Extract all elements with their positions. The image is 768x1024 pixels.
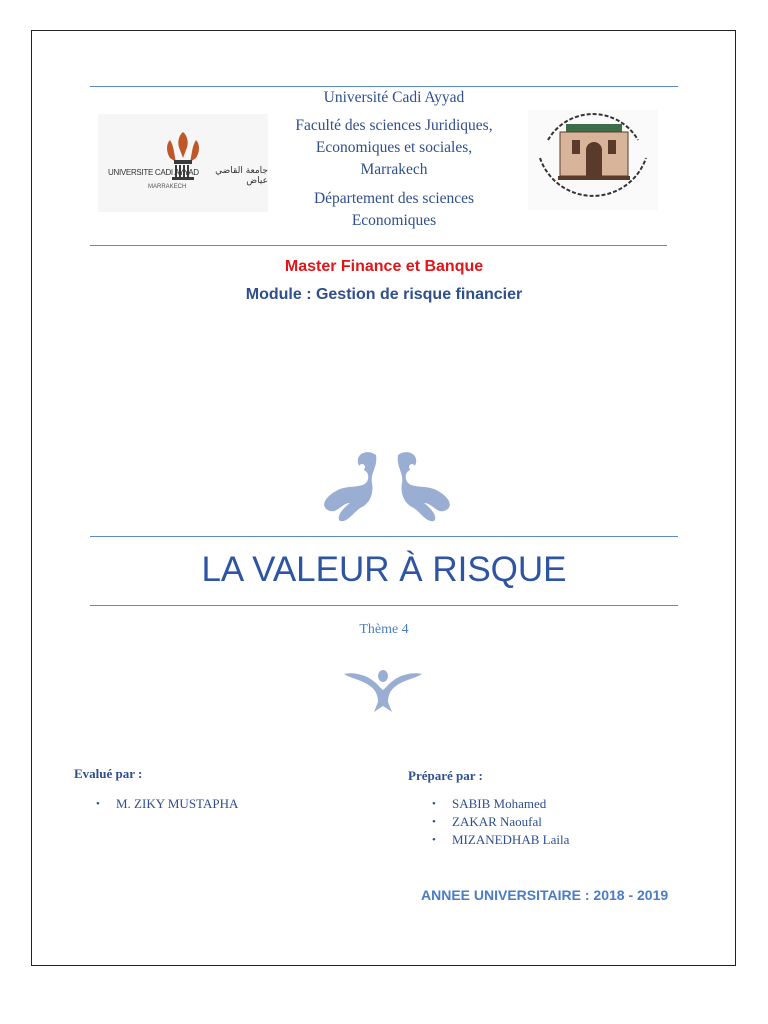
logo-left-latin-text: UNIVERSITE CADI AYYAD [108,168,199,177]
faculty-name-line3: Marrakech [360,161,428,178]
evaluated-by-label: Evalué par : [74,766,143,781]
author-item: • ZAKAR Naoufal [430,813,569,831]
author-list [430,795,569,849]
master-program: Master Finance et Banque [284,258,484,275]
author-item: • SABIB Mohamed [430,795,569,813]
faculty-name-line1: Faculté des sciences Juridiques, [295,117,493,134]
department-name-line1: Département des sciences [313,190,475,207]
evaluator-list [94,795,238,813]
floral-ornament-icon [312,445,462,525]
fleuron-ornament-icon [342,668,424,714]
module-name: Module : Gestion de risque financier [245,286,523,303]
academic-year: ANNEE UNIVERSITAIRE : 2018 - 2019 [421,887,669,903]
university-logo [98,114,268,212]
faculty-building-icon [528,110,658,210]
faculty-name-line2: Economiques et sociales, [315,139,473,156]
department-name-line2: Economiques [351,212,437,229]
university-emblem-icon [98,114,268,212]
logo-left-arabic-text: جامعة القاضي عياض [215,166,268,186]
evaluator-item: • M. ZIKY MUSTAPHA [94,795,238,813]
title-bottom-rule [90,605,678,606]
author-item: • MIZANEDHAB Laila [430,831,569,849]
theme-number: Thème 4 [359,622,409,637]
document-title: LA VALEUR À RISQUE [201,550,567,589]
header-bottom-rule [90,245,667,246]
logo-left-city-text: MARRAKECH [148,184,187,190]
title-top-rule [90,536,678,537]
header-university-block [270,87,518,232]
faculty-logo [528,110,658,210]
university-name: Université Cadi Ayyad [323,89,465,106]
prepared-by-label: Préparé par : [408,768,483,783]
